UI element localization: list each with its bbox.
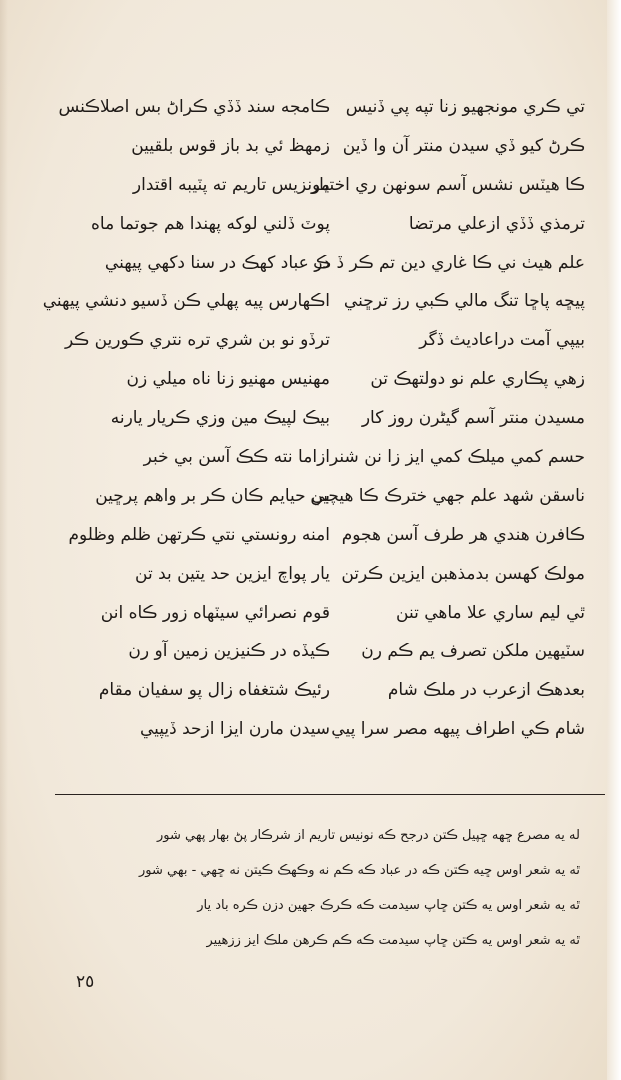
poem-line: علم هيٺ ني ڪا غاري دين تم ڪر ڏ ڪ — [313, 252, 585, 273]
poem-line: قوم نصرائي سيٽهاه زور ڪاه انن — [100, 602, 330, 623]
poem-line: حسم کمي ميلڪ کمي ايز زا نن شنر — [330, 447, 585, 468]
poem-line: ازاما نته ڪڪ آسن بي خبر — [143, 447, 330, 468]
poem-line: مسيدن منتر آسم گيڻرن روز کار — [361, 408, 585, 429]
footnote: له يه مصرع ڇهه ڇپيل ڪتن درجح ڪه نونيس تاريم از شرڪار پڻ بهار پهي شور — [156, 828, 580, 843]
footnote: ٿه يه شعر اوس ڇيه ڪتن ڪه در عباد ڪه ڪم نه وڪهڪ ڪيتن نه ڇهي - بهي شور — [139, 863, 580, 878]
footnote: ٿه يه شعر اوس يه ڪتن ڇاپ سيدمت ڪه ڪم ڪرهن ملڪ ايز ززهيير — [206, 933, 580, 948]
poem-line: ڪامجه سند ڏڏي ڪراڻ بس اصلاڪنس — [58, 97, 330, 117]
footnote: ٿه يه شعر اوس يه ڪتن ڇاپ سيدمت ڪه ڪرڪ جهين دزن ڪره باد يار — [197, 898, 580, 913]
poem-line: بيپي آمت دراعاديث ڏگر — [419, 330, 585, 351]
page-edge-right — [607, 0, 621, 1080]
poem-line: ڪا هيٽس نشس آسم سونهن ري اختيار — [310, 174, 585, 195]
poem-line: ڪيڏه در ڪنيزين زمين آو رن — [128, 641, 330, 662]
poem-line: سٽيهين ملکن تصرف يم ڪم رن — [361, 641, 585, 662]
poem-line: ڪافرن هندي هر طرف آسن هجوم — [341, 524, 585, 545]
poem-line: مولڪ کهسن بدمذهبن ايزين ڪرتن — [341, 563, 585, 584]
poem-line: ڪرڻ کيو ڏي سيدن منتر آن وا ڏين — [342, 135, 585, 156]
footnote-divider — [55, 794, 605, 795]
poem-line: يار پواچ ايزين حد يتين بد تن — [135, 563, 330, 584]
poem-line: شام ڪي اطراف پيهه مصر سرا پيي — [331, 719, 585, 740]
poem-line: بعدهڪ ازعرب در ملڪ شام — [387, 680, 585, 701]
poem-line: ٿي ليم ساري علا ماهي تنن — [396, 602, 585, 623]
poem-line: ترڏو نو بن شري تره نتري ڪورين ڪر — [65, 330, 330, 351]
page-shadow-left — [0, 0, 8, 1080]
poem-line: تي ڪري مونجهيو زنا تپه پي ڏنيس — [345, 97, 585, 117]
poem-line: سيدن مارن ايزا ازحد ڏيپيي — [139, 719, 330, 740]
poem-line: مونزيس تاريم ته پٽيبه اقتدار — [132, 174, 330, 195]
poem-line: ترمذي ڏڏي ازعلي مرتضا — [408, 213, 585, 234]
poem-line: زهي پڪاري علم نو دولتهڪ تن — [370, 369, 585, 390]
poem-line: ناسقن شهد علم جهي خترڪ ڪا هيچين — [310, 485, 585, 506]
poem-column-right — [310, 88, 585, 749]
poem-line: پوٽ ڏلني لوکه پهندا هم جوتما ماه — [90, 213, 330, 234]
poem-line: مهنيس مهنيو زنا ناه ميلي زن — [126, 369, 330, 390]
poem-line: در عباد کهڪ در سنا دکهي پيهني — [104, 252, 330, 273]
poem-line: زمهظ ئي بد باز قوس بلقيين — [131, 135, 330, 156]
footnotes — [90, 818, 580, 958]
poem-line: بي حيايم ڪان ڪر بر واهم پرڇين — [95, 485, 330, 506]
poem-line: پيڇه پاڇا تنگ مالي ڪبي رز ترڇني — [343, 291, 585, 312]
poem-line: اڪهارس پيه پهلي ڪن ڏسيو دنشي پيهني — [42, 291, 330, 312]
poem-column-left — [42, 88, 330, 749]
poem-line: رئيڪ شتغفاه زال پو سفيان مقام — [98, 680, 330, 701]
poem-line: بيڪ لپيڪ مين وزي ڪريار يارنه — [110, 408, 330, 429]
poem-line: امنه رونستي نتي ڪرتهن ظلم وظلوم — [68, 524, 330, 545]
page-number: ٢٥ — [76, 972, 95, 992]
